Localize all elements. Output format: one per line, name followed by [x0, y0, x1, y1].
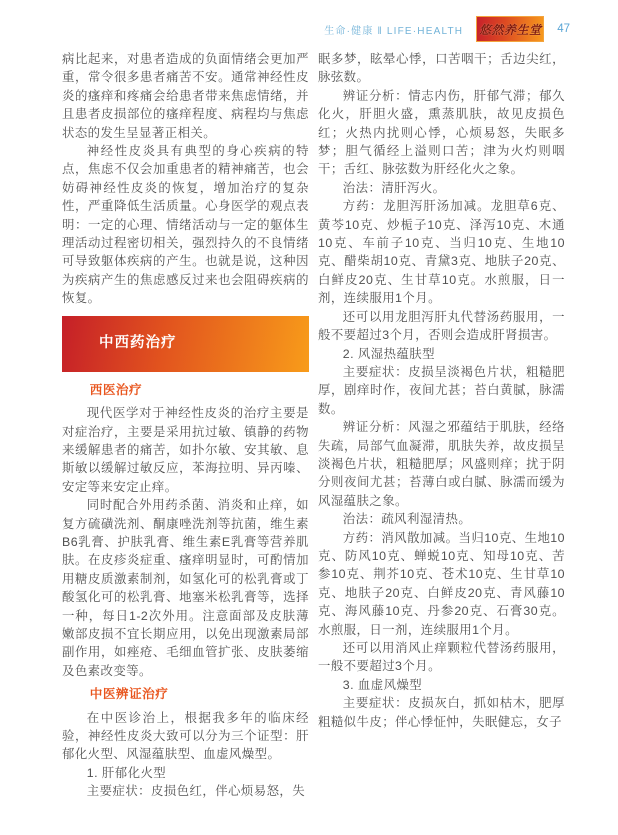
- section-box-title: 中西药治疗: [99, 335, 177, 352]
- left-column: [62, 50, 309, 801]
- paragraph-continuation: 眠多梦，眩晕心悸，口苦咽干；舌边尖红，脉弦数。: [318, 52, 565, 85]
- paragraph: 还可以用龙胆泻肝丸代替汤药服用，一般不要超过3个月，否则会造成肝肾损害。: [318, 309, 565, 343]
- paragraph: 方药：消风散加减。当归10克、生地10克、防风10克、蝉蜕10克、知母10克、苦参10克、荆芥10克、苍术10克、生甘草10克、地肤子20克、白鲜皮20克、青风藤10克、海风藤10克、丹参20克、石膏30克。水煎服，日一剂，连续服用1个月。: [318, 530, 565, 637]
- masthead-title: 生命·健康 ‖ LIFE·HEALTH: [324, 25, 464, 37]
- heading-western-medicine: 西医治疗: [89, 382, 143, 397]
- list-item-type-1: 1. 肝郁化火型: [86, 765, 167, 780]
- paragraph: 辨证分析：风湿之邪蕴结于肌肤，经络失疏，局部气血凝滞，肌肤失养，故皮损呈淡褐色片状，粗糙肥厚；风盛则痒；扰于阴分则夜间尤甚；苔薄白或白腻、脉濡而缓为风湿蕴肤之象。: [318, 420, 565, 508]
- paragraph: 主要症状：皮损色红，伴心烦易怒，失: [86, 784, 306, 799]
- paragraph: 治法：清肝泻火。: [342, 180, 446, 195]
- heading-tcm-differentiation: 中医辨证治疗: [89, 687, 169, 702]
- paragraph: 现代医学对于神经性皮炎的治疗主要是对症治疗，主要是采用抗过敏、镇静的药物来缓解患者的痛苦，如扑尔敏、安其敏、息斯敏以缓解过敏反应，苯海拉明、异丙嗪、安定等来安定止痒。: [62, 406, 309, 494]
- paragraph: 主要症状：皮损呈淡褐色片状，粗糙肥厚，剧痒时作，夜间尤甚；苔白黄腻，脉濡数。: [318, 364, 565, 416]
- page-header: [0, 14, 570, 44]
- paragraph: 辨证分析：情志内伤，肝郁气滞；郁久化火，肝胆火盛，熏蒸肌肤，故见皮损色红；火热内扰则心悸，心烦易怒，失眠多梦；胆气循经上溢则口苦；津为火灼则咽干；舌红、脉弦数为肝经化火之象。: [318, 88, 565, 177]
- paragraph: 同时配合外用药杀菌、消炎和止痒，如复方硫磺洗剂、酮康唑洗剂等抗菌，维生素B6乳膏、护肤乳膏、维生素E乳膏等营养肌肤。在皮疹炎症重、瘙痒明显时，可酌情加用糖皮质激素制剂，如氢化可的松乳膏或丁酸氢化可的松乳膏、地塞米松乳膏等，选择一种，每日1-2次外用。注意面部及皮肤薄嫩部皮损不宜长期应用，以免出现激素局部副作用，如痤疮、毛细血管扩张、皮肤萎缩及色素改变等。: [62, 498, 309, 678]
- paragraph: 神经性皮炎具有典型的身心疾病的特点，焦虑不仅会加重患者的精神痛苦，也会妨碍神经性皮炎的恢复，增加治疗的复杂性，严重降低生活质量。心身医学的观点表明：一定的心理、情绪活动与一定的躯体生理活动过程密切相关，强烈持久的不良情绪可导致躯体疾病的产生。也就是说，这种因为疾病产生的焦虑感反过来也会阻碍疾病的恢复。: [62, 144, 309, 306]
- paragraph: 方药：龙胆泻肝汤加减。龙胆草6克、黄芩10克、炒栀子10克、泽泻10克、木通10克、车前子10克、当归10克、生地10克、醋柴胡10克、青黛3克、地肤子20克、白鲜皮20克、生甘草10克。水煎服，日一剂，连续服用1个月。: [318, 199, 565, 306]
- column-calligraphy-badge: 悠然养生堂: [476, 16, 544, 42]
- paragraph-continuation: 病比起来，对患者造成的负面情绪会更加严重，常令很多患者痛苦不安。通常神经性皮炎的瘙痒和疼痛会给患者带来焦虑情绪，并且患者皮损部位的瘙痒程度、病程均与焦虑状态的发生呈显著正相关。: [62, 52, 309, 140]
- paragraph: 还可以用消风止痒颗粒代替汤药服用，一般不要超过3个月。: [318, 641, 565, 674]
- right-column: [318, 50, 565, 731]
- paragraph: 在中医诊治上，根据我多年的临床经验，神经性皮炎大致可以分为三个证型：肝郁化火型、风湿蕴肤型、血虚风燥型。: [62, 710, 309, 762]
- list-item-type-3: 3. 血虚风燥型: [342, 677, 423, 692]
- page-number: 47: [557, 23, 570, 35]
- section-box-treatment: [62, 316, 309, 372]
- list-item-type-2: 2. 风湿热蕴肤型: [342, 346, 435, 361]
- paragraph: 主要症状：皮损灰白，抓如枯木，肥厚粗糙似牛皮；伴心悸怔忡，失眠健忘，女子: [318, 696, 565, 729]
- paragraph: 治法：疏风利湿清热。: [342, 512, 472, 527]
